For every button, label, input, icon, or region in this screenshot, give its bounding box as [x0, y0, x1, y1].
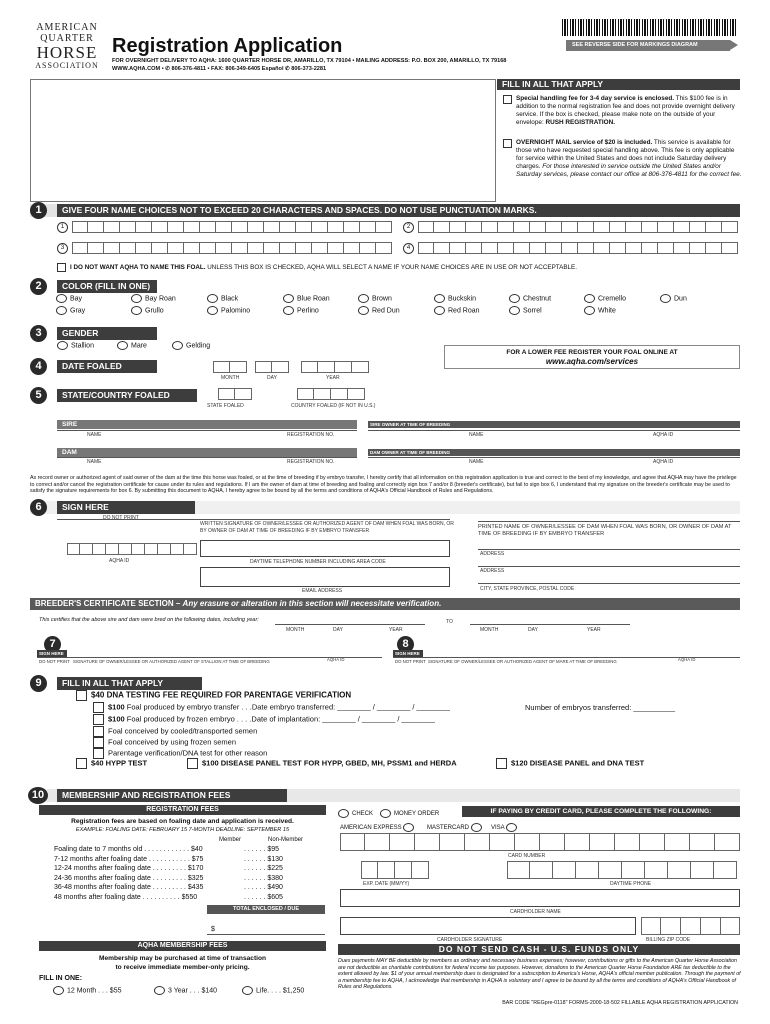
- parentage-label: Parentage verification/DNA test for other reason: [108, 748, 268, 758]
- membership-3-label: 3 Year . . . $140: [168, 987, 218, 995]
- logo-line-4: ASSOCIATION: [35, 61, 99, 70]
- month-label: MONTH: [221, 375, 240, 381]
- to-day-label: DAY: [528, 627, 538, 633]
- dnp-8: DO NOT PRINT: [395, 659, 426, 664]
- color-label: Brown: [372, 295, 392, 303]
- radio-icon: [207, 306, 218, 315]
- hypp-checkbox[interactable]: [76, 758, 87, 769]
- membership-12-month[interactable]: [53, 986, 121, 995]
- radio-icon: [207, 294, 218, 303]
- radio-icon: [117, 341, 128, 350]
- sire-aqha-id-label: AQHA ID: [653, 432, 674, 438]
- radio-icon: [56, 306, 67, 315]
- pay-mastercard[interactable]: [427, 823, 485, 832]
- breeders-certificate-header: [30, 598, 740, 610]
- radio-icon: [403, 823, 414, 832]
- section-10-title: MEMBERSHIP AND REGISTRATION FEES: [57, 789, 287, 802]
- stallion-aqha-id-label: AQHA ID: [327, 657, 345, 662]
- online-link[interactable]: www.aqha.com/services: [545, 357, 639, 366]
- barcode: [562, 19, 738, 36]
- card-number-input[interactable]: [340, 833, 740, 851]
- written-signature-line[interactable]: [57, 519, 450, 520]
- name-choice-2-input[interactable]: [418, 221, 738, 233]
- section-3-number: 3: [30, 325, 47, 342]
- from-year-label: YEAR: [389, 627, 403, 633]
- color-blue-roan[interactable]: [283, 294, 330, 303]
- year-foaled-input[interactable]: [301, 361, 369, 373]
- cooled-label: Foal conceived by cooled/transported semen: [108, 726, 258, 736]
- breeding-date-from-line[interactable]: [275, 624, 425, 625]
- radio-icon: [584, 294, 595, 303]
- section-4-title: DATE FOALED: [57, 360, 157, 373]
- section-10-number: 10: [28, 787, 48, 804]
- aqha-id-label: AQHA ID: [109, 558, 130, 564]
- radio-icon: [131, 306, 142, 315]
- amex-label: AMERICAN EXPRESS: [340, 825, 402, 832]
- section-4-number: 4: [30, 358, 47, 375]
- section-1-number: 1: [30, 202, 47, 219]
- fee-label: 7-12 months after foaling date . . . . . . . . . . . $75: [54, 855, 204, 863]
- color-label: Cremello: [598, 295, 627, 303]
- section-5-title: STATE/COUNTRY FOALED: [57, 389, 197, 402]
- cooled-checkbox[interactable]: [93, 726, 104, 737]
- radio-icon: [660, 294, 671, 303]
- color-brown[interactable]: [358, 294, 392, 303]
- color-label: Blue Roan: [297, 295, 330, 303]
- dam-label: DAM: [57, 448, 357, 457]
- rush-registration: RUSH REGISTRATION.: [545, 119, 615, 126]
- total-due-input[interactable]: [207, 934, 325, 935]
- reg-fees-example: EXAMPLE: FOALING DATE: FEBRUARY 15 7-MONTH DEADLINE: SEPTEMBER 15: [75, 827, 290, 833]
- disease-panel-checkbox[interactable]: [187, 758, 198, 769]
- color-red-roan[interactable]: [434, 306, 480, 315]
- special-handling-bold: Special handling fee for 3-4 day service is enclosed.: [516, 95, 675, 102]
- contact-line: WWW.AQHA.COM • ✆ 806-376-4811 • FAX: 806-349-6405 Español ✆ 806-373-2281: [112, 66, 327, 72]
- radio-icon: [509, 294, 520, 303]
- embryos-number: Number of embryos transferred: __________: [525, 703, 676, 712]
- color-perlino[interactable]: [283, 306, 319, 315]
- radio-icon: [434, 306, 445, 315]
- radio-icon: [172, 341, 183, 350]
- sire-owner-header: SIRE OWNER AT TIME OF BREEDING: [368, 421, 740, 428]
- total-due-header: TOTAL ENCLOSED / DUE: [207, 905, 325, 914]
- logo-line-2: QUARTER: [40, 33, 94, 44]
- cardholder-signature-input[interactable]: [340, 917, 636, 935]
- color-label: Chestnut: [523, 295, 552, 303]
- embryo-text: Foal produced by embryo transfer . . .Date embryo transferred: ________ / ________ / ________: [124, 702, 450, 712]
- printed-name-line[interactable]: [478, 521, 740, 522]
- section-5-number: 5: [30, 387, 47, 404]
- section-1-title: GIVE FOUR NAME CHOICES NOT TO EXCEED 20 CHARACTERS AND SPACES. DO NOT USE PUNCTUATION MARKS.: [57, 204, 740, 217]
- section-7-number: 7: [44, 636, 61, 653]
- dam-owner-name-label: NAME: [469, 459, 484, 465]
- panel-dna-checkbox[interactable]: [496, 758, 507, 769]
- dam-name-label: NAME: [87, 459, 102, 465]
- address-line-2[interactable]: [478, 566, 740, 567]
- overnight-option: [503, 139, 743, 179]
- day-foaled-input[interactable]: [255, 361, 289, 373]
- overnight-checkbox[interactable]: [503, 139, 512, 148]
- fee-non: . . . . . . $225: [244, 865, 283, 873]
- dnp-7: DO NOT PRINT: [39, 659, 70, 664]
- mare-signature-label: SIGNATURE OF OWNER/LESSEE OR AUTHORIZED AGENT OF MARE AT TIME OF BREEDING: [428, 659, 617, 664]
- section-2-number: 2: [30, 278, 47, 295]
- name-choice-4-label: 4: [403, 243, 414, 254]
- sire-name-label: NAME: [87, 432, 102, 438]
- radio-icon: [283, 294, 294, 303]
- membership-note-2: to receive immediate member-only pricing.: [115, 964, 250, 971]
- section-9-title: FILL IN ALL THAT APPLY: [57, 677, 202, 690]
- page-title: Registration Application: [112, 35, 343, 57]
- member-header: Member: [219, 837, 242, 843]
- color-bay[interactable]: [56, 294, 82, 303]
- special-handling-option: [503, 95, 743, 127]
- frozen-semen-checkbox[interactable]: [93, 737, 104, 748]
- sire-owner-name-label: NAME: [469, 432, 484, 438]
- do-not-print-label: DO NOT PRINT: [103, 515, 139, 521]
- day-label: DAY: [267, 375, 277, 381]
- radio-icon: [506, 823, 517, 832]
- radio-icon: [471, 823, 482, 832]
- exp-date-input[interactable]: [361, 861, 429, 879]
- color-white[interactable]: [584, 306, 616, 315]
- radio-icon: [358, 306, 369, 315]
- embryo-checkbox[interactable]: [93, 702, 104, 713]
- country-foaled-label: COUNTRY FOALED (IF NOT IN U.S.): [291, 403, 376, 409]
- no-name-option: [57, 263, 577, 272]
- dam-aqha-id-label: AQHA ID: [653, 459, 674, 465]
- phone-label: DAYTIME TELEPHONE NUMBER INCLUDING AREA CODE: [250, 559, 386, 565]
- bred-dates-note: This certifies that the above sire and dam were bred on the following dates, including year:: [39, 617, 259, 623]
- credit-card-header: IF PAYING BY CREDIT CARD, PLEASE COMPLETE THE FOLLOWING:: [462, 806, 740, 817]
- gender-label: Stallion: [71, 342, 94, 350]
- overnight-bold: OVERNIGHT MAIL service of $20 is included.: [516, 139, 653, 146]
- gender-label: Mare: [131, 342, 147, 350]
- color-grullo[interactable]: [131, 306, 164, 315]
- embryo-transfer-option[interactable]: [93, 702, 450, 713]
- cooled-semen-option[interactable]: [93, 726, 257, 737]
- billing-zip-label: BILLING ZIP CODE: [646, 937, 691, 943]
- fee-row: [54, 874, 324, 884]
- fee-table: [54, 845, 324, 903]
- overnight-text: This service is available for those who have requested special handling above. This fee is only applicable for service within the United States and does not include Saturday delivery charges.: [516, 139, 735, 170]
- radio-icon: [380, 809, 391, 818]
- fee-label: Foaling date to 7 months old . . . . . . . . . . . . $40: [54, 846, 203, 853]
- color-label: Red Roan: [448, 307, 480, 315]
- no-name-bold: I DO NOT WANT AQHA TO NAME THIS FOAL.: [70, 264, 206, 272]
- breeders-title-italic: Any erasure or alteration in this section will necessitate verification.: [182, 599, 442, 608]
- online-line-1: FOR A LOWER FEE REGISTER YOUR FOAL ONLINE AT: [506, 349, 678, 356]
- total-dollar: $: [211, 926, 215, 933]
- dna-testing-option[interactable]: [76, 690, 351, 701]
- registration-fees-header: REGISTRATION FEES: [39, 805, 326, 815]
- frozen-embryo-amount: $100: [108, 714, 125, 724]
- fee-row: [54, 893, 324, 903]
- section-8-number: 8: [397, 636, 414, 653]
- name-choice-3-label: 3: [57, 243, 68, 254]
- color-cremello[interactable]: [584, 294, 626, 303]
- name-choice-3-input[interactable]: [72, 242, 392, 254]
- fee-non: . . . . . . $130: [244, 855, 283, 863]
- dam-owner-header: DAM OWNER AT TIME OF BREEDING: [368, 449, 740, 456]
- fee-label: 12-24 months after foaling date . . . . . . . . . $170: [54, 865, 204, 873]
- breeding-date-to-line[interactable]: [470, 624, 630, 625]
- fill-in-all-header: FILL IN ALL THAT APPLY: [497, 79, 740, 90]
- frozen-embryo-option[interactable]: [93, 714, 435, 725]
- dam-owner-line[interactable]: [368, 457, 740, 458]
- check-label: CHECK: [352, 811, 374, 818]
- disease-panel-option[interactable]: [187, 758, 457, 769]
- section-9-number: 9: [30, 675, 47, 692]
- radio-icon: [358, 294, 369, 303]
- section-3-title: GENDER: [57, 327, 157, 340]
- section-6-title: SIGN HERE: [57, 501, 195, 514]
- color-label: Red Dun: [372, 307, 400, 315]
- exp-date-label: EXP. DATE (MM/YY): [363, 881, 410, 887]
- membership-note-1: Membership may be purchased at time of transaction: [98, 955, 267, 962]
- gender-stallion[interactable]: [57, 341, 94, 350]
- panel-dna-option[interactable]: [496, 758, 644, 769]
- radio-icon: [283, 306, 294, 315]
- fee-row: [54, 845, 324, 855]
- pay-money-order[interactable]: [380, 809, 439, 818]
- frozen-embryo-text: Foal produced by frozen embryo . . . .Date of implantation: ________ / ________ / ________: [124, 714, 435, 724]
- phone-input[interactable]: [200, 540, 450, 557]
- color-palomino[interactable]: [207, 306, 250, 315]
- dues-disclaimer: Dues payments MAY BE deductible by members as ordinary and necessary business expenses; however, contributions or gifts to the American Quarter Horse Association are not deductible as charitable contributions for federal income tax purposes. However, donations to the American Quarter Horse Foundation ARE tax deductible to the extent allowed by law. $1 of your annual membership dues is designated for a subscription to America's Horse, AQHA's official member publication. Through the payment of a membership fee to AQHA, I acknowledge that membership in AQHA is voluntary and I agree to be bound by all the terms and conditions of AQHA's Official Handbook of Rules and Regulations.: [338, 958, 741, 990]
- fee-label: 36-48 months after foaling date . . . . . . . . . $435: [54, 884, 204, 892]
- membership-12-label: 12 Month . . . $55: [67, 987, 122, 995]
- sire-owner-line[interactable]: [368, 430, 740, 431]
- color-bay-roan[interactable]: [131, 294, 176, 303]
- no-name-checkbox[interactable]: [57, 263, 66, 272]
- month-foaled-input[interactable]: [213, 361, 247, 373]
- country-foaled-input[interactable]: [297, 388, 365, 400]
- radio-icon: [131, 294, 142, 303]
- special-handling-checkbox[interactable]: [503, 95, 512, 104]
- color-label: Bay: [70, 295, 83, 303]
- name-choice-1-label: 1: [57, 222, 68, 233]
- address-line: FOR OVERNIGHT DELIVERY TO AQHA: 1600 QUARTER HORSE DR, AMARILLO, TX 79104 • MAILING ADDRESS: P.O. BOX 200, AMARILLO, TX 79168: [112, 58, 507, 64]
- mailing-address-box[interactable]: [30, 79, 496, 202]
- color-buckskin[interactable]: [434, 294, 476, 303]
- non-member-header: Non-Member: [268, 837, 304, 843]
- radio-icon: [53, 986, 64, 995]
- frozen-semen-label: Foal conceived by using frozen semen: [108, 737, 236, 747]
- state-foaled-input[interactable]: [218, 388, 252, 400]
- city-line[interactable]: [478, 583, 740, 584]
- radio-icon: [57, 341, 68, 350]
- dna-label: $40 DNA TESTING FEE REQUIRED FOR PARENTAGE VERIFICATION: [91, 690, 352, 700]
- visa-label: VISA: [491, 825, 505, 832]
- panel-dna-label: $120 DISEASE PANEL and DNA TEST: [511, 758, 645, 768]
- color-label: Sorrel: [523, 307, 542, 315]
- fee-non: . . . . . . $605: [244, 893, 283, 901]
- pay-visa[interactable]: [491, 823, 520, 832]
- radio-icon: [242, 986, 253, 995]
- section-6-number: 6: [30, 499, 47, 516]
- from-day-label: DAY: [333, 627, 343, 633]
- hypp-label: $40 HYPP TEST: [91, 758, 148, 768]
- disease-panel-label: $100 DISEASE PANEL TEST FOR HYPP, GBED, MH, PSSM1 and HERDA: [202, 758, 457, 768]
- membership-life-label: Life. . . . $1,250: [256, 987, 305, 995]
- aqha-logo: [30, 22, 104, 74]
- color-sorrel[interactable]: [509, 306, 542, 315]
- membership-fees-header: AQHA MEMBERSHIP FEES: [39, 941, 326, 951]
- sire-label: SIRE: [57, 420, 357, 429]
- fee-non: . . . . . . $490: [244, 884, 283, 892]
- reg-fees-note: Registration fees are based on foaling date and application is received.: [71, 818, 294, 825]
- certification-text: As record owner or authorized agent of said owner of the dam at the time this horse was foaled, or at the time of breeding if by embryo transfer, I hereby certify that all information on this registration application is true and correct to the best of my knowledge, and agree that AQHA may have the privilege to correct and/or cancel the registration certificate for cause under its rules and regulations. If I am the owner of dam at time of breeding and foaling and correctly sign box 7 and/or 8 (breeder's certificate), but fail to sign box 6, I understand that my signature on the breeder's certificate may be used to satisfy the signature requirements for box 6. By submitting this document to AQHA, I hereby agree to be bound by all the terms and conditions of AQHA's Official Handbook of Rules and Regulations.: [30, 475, 737, 495]
- footer-code: BAR CODE "REGpre-0118" FORMS-2000-18-502 FILLABLE AQHA REGISTRATION APPLICATION: [502, 1000, 738, 1006]
- radio-icon: [434, 294, 445, 303]
- frozen-embryo-checkbox[interactable]: [93, 714, 104, 725]
- color-black[interactable]: [207, 294, 238, 303]
- radio-icon: [338, 809, 349, 818]
- dna-checkbox[interactable]: [76, 690, 87, 701]
- color-dun[interactable]: [660, 294, 687, 303]
- card-number-label: CARD NUMBER: [508, 853, 546, 859]
- dam-reg-label: REGISTRATION NO.: [287, 459, 335, 465]
- city-label: CITY, STATE PROVINCE, POSTAL CODE: [480, 586, 575, 592]
- name-choice-1-input[interactable]: [72, 221, 392, 233]
- fee-non: . . . . . . $380: [244, 874, 283, 882]
- to-month-label: MONTH: [480, 627, 499, 633]
- mastercard-label: MASTERCARD: [427, 825, 470, 832]
- fee-row: [54, 855, 324, 865]
- fill-in-one-label: FILL IN ONE:: [39, 975, 83, 982]
- radio-icon: [56, 294, 67, 303]
- radio-icon: [584, 306, 595, 315]
- markings-tab-arrow: [730, 40, 738, 50]
- color-label: Palomino: [221, 307, 251, 315]
- color-label: Perlino: [297, 307, 319, 315]
- fee-row: [54, 864, 324, 874]
- no-name-text: UNLESS THIS BOX IS CHECKED, AQHA WILL SELECT A NAME IF YOUR NAME CHOICES ARE IN USE OR NOT ACCEPTABLE.: [205, 264, 577, 272]
- special-handling-text: This $100 fee is in addition to the normal registration fee and does not provide overnight delivery service. If the box is checked, please make note on the outside of your envelope:: [516, 95, 735, 126]
- fee-label: 48 months after foaling date . . . . . . . . . . $550: [54, 893, 198, 901]
- color-gray[interactable]: [56, 306, 85, 315]
- color-label: White: [598, 307, 616, 315]
- color-chestnut[interactable]: [509, 294, 551, 303]
- fee-non: . . . . . . $95: [244, 846, 280, 853]
- gender-label: Gelding: [186, 342, 211, 350]
- color-label: Bay Roan: [145, 295, 176, 303]
- state-foaled-label: STATE FOALED: [207, 403, 244, 409]
- sign-here-8: SIGN HERE: [393, 650, 423, 657]
- radio-icon: [509, 306, 520, 315]
- cardholder-name-label: CARDHOLDER NAME: [510, 909, 561, 915]
- cardholder-name-input[interactable]: [340, 889, 740, 907]
- to-year-label: YEAR: [587, 627, 601, 633]
- daytime-phone-input[interactable]: [507, 861, 737, 879]
- color-label: Black: [221, 295, 239, 303]
- sire-reg-label: REGISTRATION NO.: [287, 432, 335, 438]
- money-order-label: MONEY ORDER: [394, 811, 440, 818]
- cardholder-signature-label: CARDHOLDER SIGNATURE: [437, 937, 503, 943]
- membership-life[interactable]: [242, 986, 304, 995]
- mare-aqha-id-label: AQHA ID: [678, 657, 696, 662]
- fee-label: 24-36 months after foaling date . . . . . . . . . $325: [54, 874, 204, 882]
- address-line-1[interactable]: [478, 549, 740, 550]
- gender-mare[interactable]: [117, 341, 147, 350]
- pay-amex[interactable]: [340, 823, 417, 832]
- logo-line-1: AMERICAN: [36, 22, 98, 33]
- section-2-title: COLOR (FILL IN ONE): [57, 280, 157, 293]
- address-label-1: ADDRESS: [480, 551, 505, 557]
- radio-icon: [154, 986, 165, 995]
- address-label-2: ADDRESS: [480, 568, 505, 574]
- from-month-label: MONTH: [286, 627, 305, 633]
- overnight-italic: For those interested in service outside the United States and/or Saturday services, please contact our office at 806-376-4811 for the correct fee.: [516, 163, 742, 178]
- color-label: Grullo: [145, 307, 164, 315]
- color-label: Dun: [674, 295, 687, 303]
- name-choice-2-label: 2: [403, 222, 414, 233]
- hypp-option[interactable]: [76, 758, 147, 769]
- printed-name-label: PRINTED NAME OF OWNER/LESSEE OF DAM WHEN FOAL WAS BORN, OR OWNER OF DAM AT TIME OF BREEDING IF BY EMBRYO TRANSFER: [478, 524, 732, 537]
- written-signature-label: WRITTEN SIGNATURE OF OWNER/LESSEE OR AUTHORIZED AGENT OF DAM WHEN FOAL WAS BORN, OR BY OWNER OF DAM AT TIME OF BREEDING IF BY EMBRYO TRANSFER: [200, 521, 454, 534]
- gender-gelding[interactable]: [172, 341, 210, 350]
- color-red-dun[interactable]: [358, 306, 400, 315]
- breeders-title-bold: BREEDER'S CERTIFICATE SECTION –: [35, 599, 183, 608]
- dam-name-line[interactable]: [57, 457, 357, 458]
- fee-row: [54, 883, 324, 893]
- billing-zip-input[interactable]: [641, 917, 740, 935]
- color-label: Gray: [70, 307, 86, 315]
- daytime-phone-label: DAYTIME PHONE: [610, 881, 652, 887]
- no-cash-banner: DO NOT SEND CASH - U.S. FUNDS ONLY: [338, 944, 740, 955]
- name-choice-4-input[interactable]: [418, 242, 738, 254]
- embryo-amount: $100: [108, 702, 125, 712]
- email-input[interactable]: [200, 567, 450, 587]
- email-label: EMAIL ADDRESS: [302, 588, 343, 594]
- membership-3-year[interactable]: [154, 986, 217, 995]
- to-label: TO: [446, 619, 453, 625]
- sire-name-line[interactable]: [57, 430, 357, 431]
- stallion-signature-label: SIGNATURE OF OWNER/LESSEE OR AUTHORIZED AGENT OF STALLION AT TIME OF BREEDING: [73, 659, 270, 664]
- logo-line-3: HORSE: [36, 43, 98, 62]
- aqha-id-input[interactable]: [67, 543, 197, 555]
- markings-diagram-tab: SEE REVERSE SIDE FOR MARKINGS DIAGRAM: [566, 40, 730, 51]
- frozen-semen-option[interactable]: [93, 737, 236, 748]
- color-label: Buckskin: [448, 295, 477, 303]
- pay-check[interactable]: [338, 809, 373, 818]
- sign-here-7: SIGN HERE: [37, 650, 67, 657]
- year-label: YEAR: [326, 375, 340, 381]
